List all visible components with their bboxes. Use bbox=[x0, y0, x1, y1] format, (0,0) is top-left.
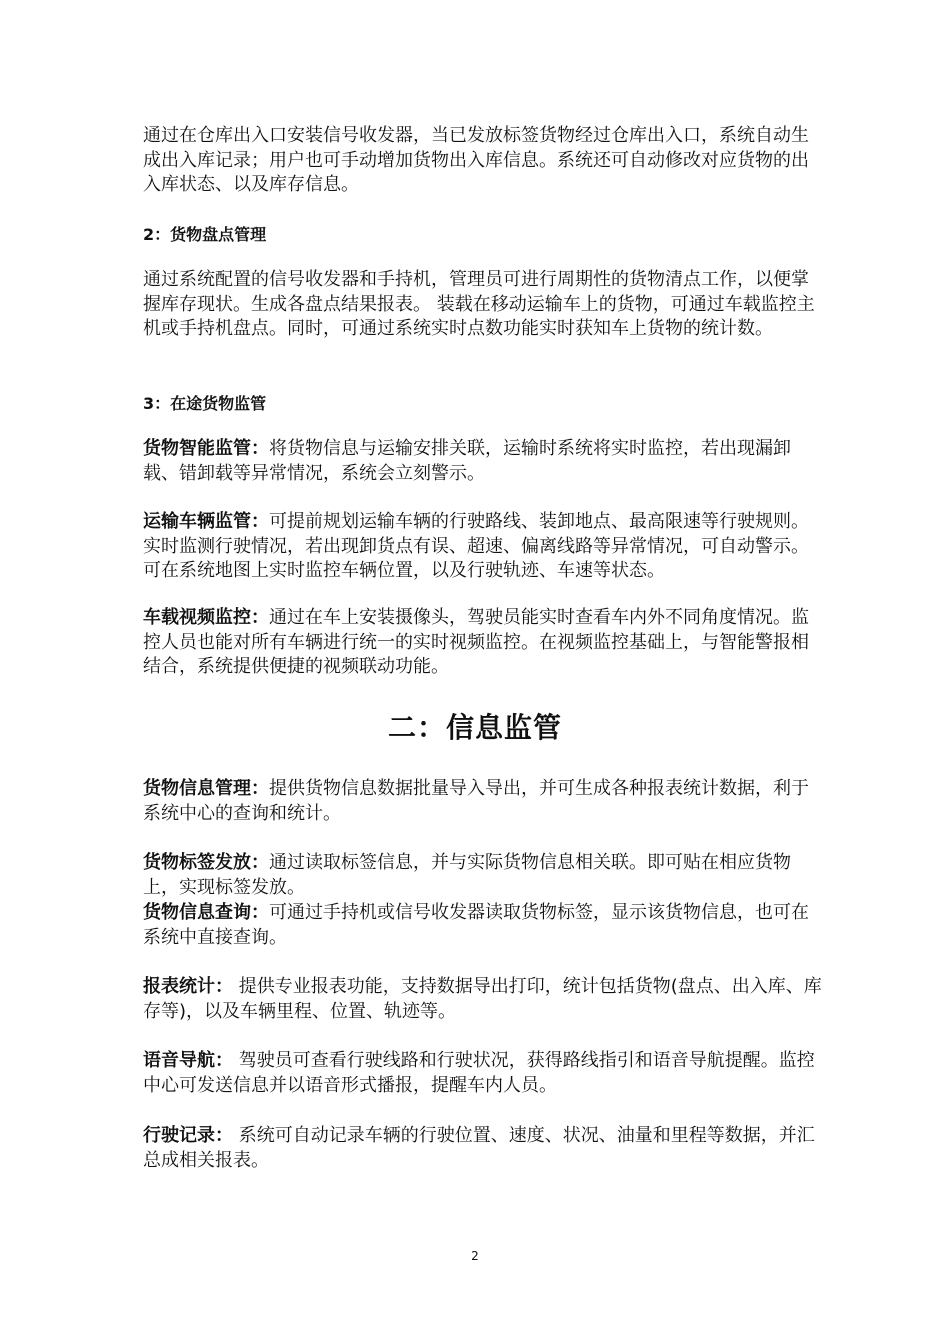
item-label: 语音导航： bbox=[143, 1050, 233, 1071]
in-transit-item-vehicle bbox=[143, 510, 823, 584]
item-text: 通过读取标签信息，并与实际货物信息相关联。即可贴在相应货物上，实现标签发放。 bbox=[143, 852, 791, 898]
page-number: 2 bbox=[471, 1249, 479, 1263]
in-transit-item-goods bbox=[143, 437, 823, 486]
info-item-goods-query bbox=[143, 901, 823, 950]
item-text: 可提前规划运输车辆的行驶路线、装卸地点、最高限速等行驶规则。实时监测行驶情况，若出现卸货点有误、超速、偏离线路等异常情况，可自动警示。可在系统地图上实时监控车辆位置，以及行驶轨迹、车速等状态。 bbox=[143, 511, 809, 581]
info-item-tag-issuing bbox=[143, 851, 823, 900]
info-item-driving-record bbox=[143, 1124, 823, 1173]
item-text: 提供专业报表功能，支持数据导出打印，统计包括货物(盘点、出入库、库存等)，以及车辆里程、位置、轨迹等。 bbox=[143, 976, 822, 1022]
item-text: 将货物信息与运输安排关联，运输时系统将实时监控，若出现漏卸载、错卸载等异常情况，系统会立刻警示。 bbox=[143, 438, 791, 484]
item-text: 提供货物信息数据批量导入导出，并可生成各种报表统计数据，利于系统中心的查询和统计。 bbox=[143, 778, 809, 824]
item-label: 货物信息管理： bbox=[143, 778, 269, 799]
item-label: 报表统计： bbox=[143, 976, 233, 997]
item-text: 系统可自动记录车辆的行驶位置、速度、状况、油量和里程等数据，并汇总成相关报表。 bbox=[143, 1125, 815, 1171]
section-paragraph-inventory-text: 通过系统配置的信号收发器和手持机，管理员可进行周期性的货物清点工作，以便掌握库存现状。生成各盘点结果报表。 装载在移动运输车上的货物，可通过车载监控主机或手持机盘点。同时，可通过系统实时点数功能实时获知车上货物的统计数。 bbox=[143, 269, 815, 339]
item-label: 行驶记录： bbox=[143, 1125, 233, 1146]
item-text: 可通过手持机或信号收发器读取货物标签，显示该货物信息，也可在系统中直接查询。 bbox=[143, 902, 809, 948]
chapter-heading-info-supervision: 二：信息监管 bbox=[387, 711, 562, 744]
info-item-goods-info-management bbox=[143, 777, 823, 826]
section-paragraph-inventory bbox=[143, 268, 823, 342]
intro-paragraph-text: 通过在仓库出入口安装信号收发器，当已发放标签货物经过仓库出入口，系统自动生成出入库记录；用户也可手动增加货物出入库信息。系统还可自动修改对应货物的出入库状态、以及库存信息。 bbox=[143, 125, 809, 195]
item-label: 货物智能监管： bbox=[143, 438, 269, 459]
section-heading-in-transit: 3：在途货物监管 bbox=[143, 394, 267, 413]
intro-paragraph bbox=[143, 124, 823, 198]
item-label: 运输车辆监管： bbox=[143, 511, 269, 532]
item-label: 车载视频监控： bbox=[143, 607, 269, 628]
item-text: 驾驶员可查看行驶线路和行驶状况，获得路线指引和语音导航提醒。监控中心可发送信息并以语音形式播报，提醒车内人员。 bbox=[143, 1050, 815, 1096]
info-item-voice-navigation bbox=[143, 1049, 823, 1098]
item-text: 通过在车上安装摄像头，驾驶员能实时查看车内外不同角度情况。监控人员也能对所有车辆进行统一的实时视频监控。在视频监控基础上，与智能警报相结合，系统提供便捷的视频联动功能。 bbox=[143, 607, 809, 677]
info-item-report-statistics bbox=[143, 975, 823, 1024]
section-heading-inventory: 2：货物盘点管理 bbox=[143, 225, 267, 244]
item-label: 货物标签发放： bbox=[143, 852, 269, 873]
in-transit-item-video bbox=[143, 606, 823, 680]
item-label: 货物信息查询： bbox=[143, 902, 269, 923]
